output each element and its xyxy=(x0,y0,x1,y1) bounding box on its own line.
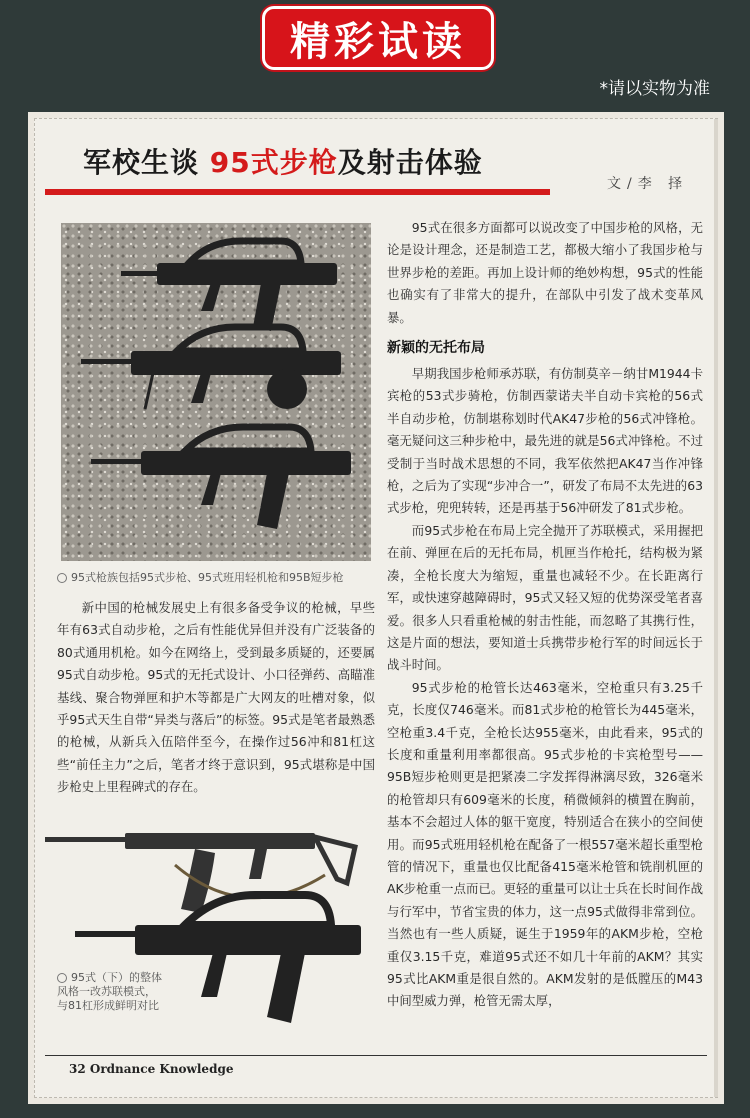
left-column xyxy=(57,597,375,799)
article-title xyxy=(83,141,483,181)
section-heading: 新颖的无托布局 xyxy=(387,340,485,357)
title-part1: 军校生谈 xyxy=(83,146,200,179)
caption-bullet-icon xyxy=(57,573,67,583)
intro-paragraph: 95式在很多方面都可以说改变了中国步枪的风格，无论是设计理念，还是制造工艺，都极大缩小了我国步枪与世界步枪的差距。再加上设计师的绝妙构想，95式的性能也确实有了非常大的提升，在部队中引发了战术变革风暴。 xyxy=(387,220,703,325)
author-byline: 文/李 择 xyxy=(607,176,689,192)
caption-bullet-icon xyxy=(57,973,67,983)
page-footer xyxy=(45,1055,707,1076)
photo2-caption-text: 95式（下）的整体风格一改苏联模式，与81杠形成鲜明对比 xyxy=(57,971,162,1012)
rifle-family-photo xyxy=(61,223,371,561)
rifles-on-gravel-illustration xyxy=(61,223,371,561)
photo1-caption xyxy=(57,569,344,585)
banner-label: 精彩试读 xyxy=(290,18,466,65)
page-number-and-magazine: 32 Ordnance Knowledge xyxy=(69,1062,234,1076)
title-part2: 及射击体验 xyxy=(337,146,483,179)
title-underline xyxy=(45,189,550,195)
right-paragraph: 95式步枪的枪管长达463毫米，空枪重只有3.25千克，长度仅746毫米。而81式步枪的枪管长为445毫米，空枪重3.4千克，全枪长达955毫米，由此看来，95式的长度和重量利用率都很高。95式步枪的卡宾枪型号——95B短步枪则更是把紧凑二字发挥得淋漓尽致，326毫米的枪管却只有609毫米的长度，稍微倾斜的横置在胸前，基本不会超过人体的躯干宽度，特别适合在狭小的空间使用。而95式班用轻机枪在配备了一根557毫米超长重型枪管的情况下，重量也仅比配备415毫米枪管和铣削机匣的AK步枪重一点而已。更轻的重量可以让士兵在长时间作战与行军中，节省宝贵的体力，这一点95式做得非常到位。当然也有一些人质疑，诞生于1959年的AKM步枪，空枪重仅3.15千克，难道95式还不如几十年前的AKM？其实95式比AKM重是很自然的。AKM发射的是低膛压的M43中间型威力弹，枪管无需太厚， xyxy=(387,679,703,1009)
rifle-95-assault xyxy=(91,427,351,529)
promo-banner xyxy=(262,6,494,70)
photo1-caption-text: 95式枪族包括95式步枪、95式班用轻机枪和95B短步枪 xyxy=(71,571,344,584)
page-edge xyxy=(714,119,718,1097)
rifle-81 xyxy=(45,833,355,913)
right-column xyxy=(387,217,703,1013)
rifle-95-lmg xyxy=(81,327,341,409)
left-paragraph: 新中国的枪械发展史上有很多备受争议的枪械，早些年有63式自动步枪，之后有性能优异但并没有广泛装备的80式通用机枪。如今在网络上，受到最多质疑的，还要属95式自动步枪。95式的无托式设计、小口径弹药、高瞄准基线、聚合物弹匣和护木等都是广大网友的吐槽对象，似乎95式天生自带“异类与落后”的标签。95式是笔者最熟悉的枪械，从新兵入伍陪伴至今，在操作过56冲和81杠这些“前任主力”之后，笔者才终于意识到，95式堪称是中国步枪史上里程碑式的存在。 xyxy=(57,600,375,795)
title-highlight: 95式步枪 xyxy=(209,146,338,179)
right-paragraph: 而95式步枪在布局上完全抛开了苏联模式，采用握把在前、弹匣在后的无托布局，机匣当作枪托，结构极为紧凑，全枪长度大为缩短，重量也减轻不少。在长距离行军，或快速穿越障碍时，95式又轻又短的优势深受笔者喜爱。很多人只看重枪械的射击性能，而忽略了其携行性，这是片面的想法，要知道士兵携带步枪行军的时间远长于战斗时间。 xyxy=(387,522,703,673)
photo2-caption xyxy=(57,971,163,1013)
magazine-page xyxy=(34,118,718,1098)
disclaimer-note: *请以实物为准 xyxy=(599,79,710,99)
right-paragraph: 早期我国步枪师承苏联，有仿制莫辛－纳甘M1944卡宾枪的53式步骑枪，仿制西蒙诺夫半自动卡宾枪的56式半自动步枪，仿制堪称划时代AK47步枪的56式冲锋枪。毫无疑问这三种步枪中，最先进的就是56式冲锋枪。不过受制于当时战术思想的不同，我军依然把AK47当作冲锋枪，之后为了实现“步冲合一”，研发了布局不太先进的63式步枪，兜兜转转，还是再基于56冲研发了81式步枪。 xyxy=(387,366,703,516)
rifle-95b xyxy=(121,241,337,331)
